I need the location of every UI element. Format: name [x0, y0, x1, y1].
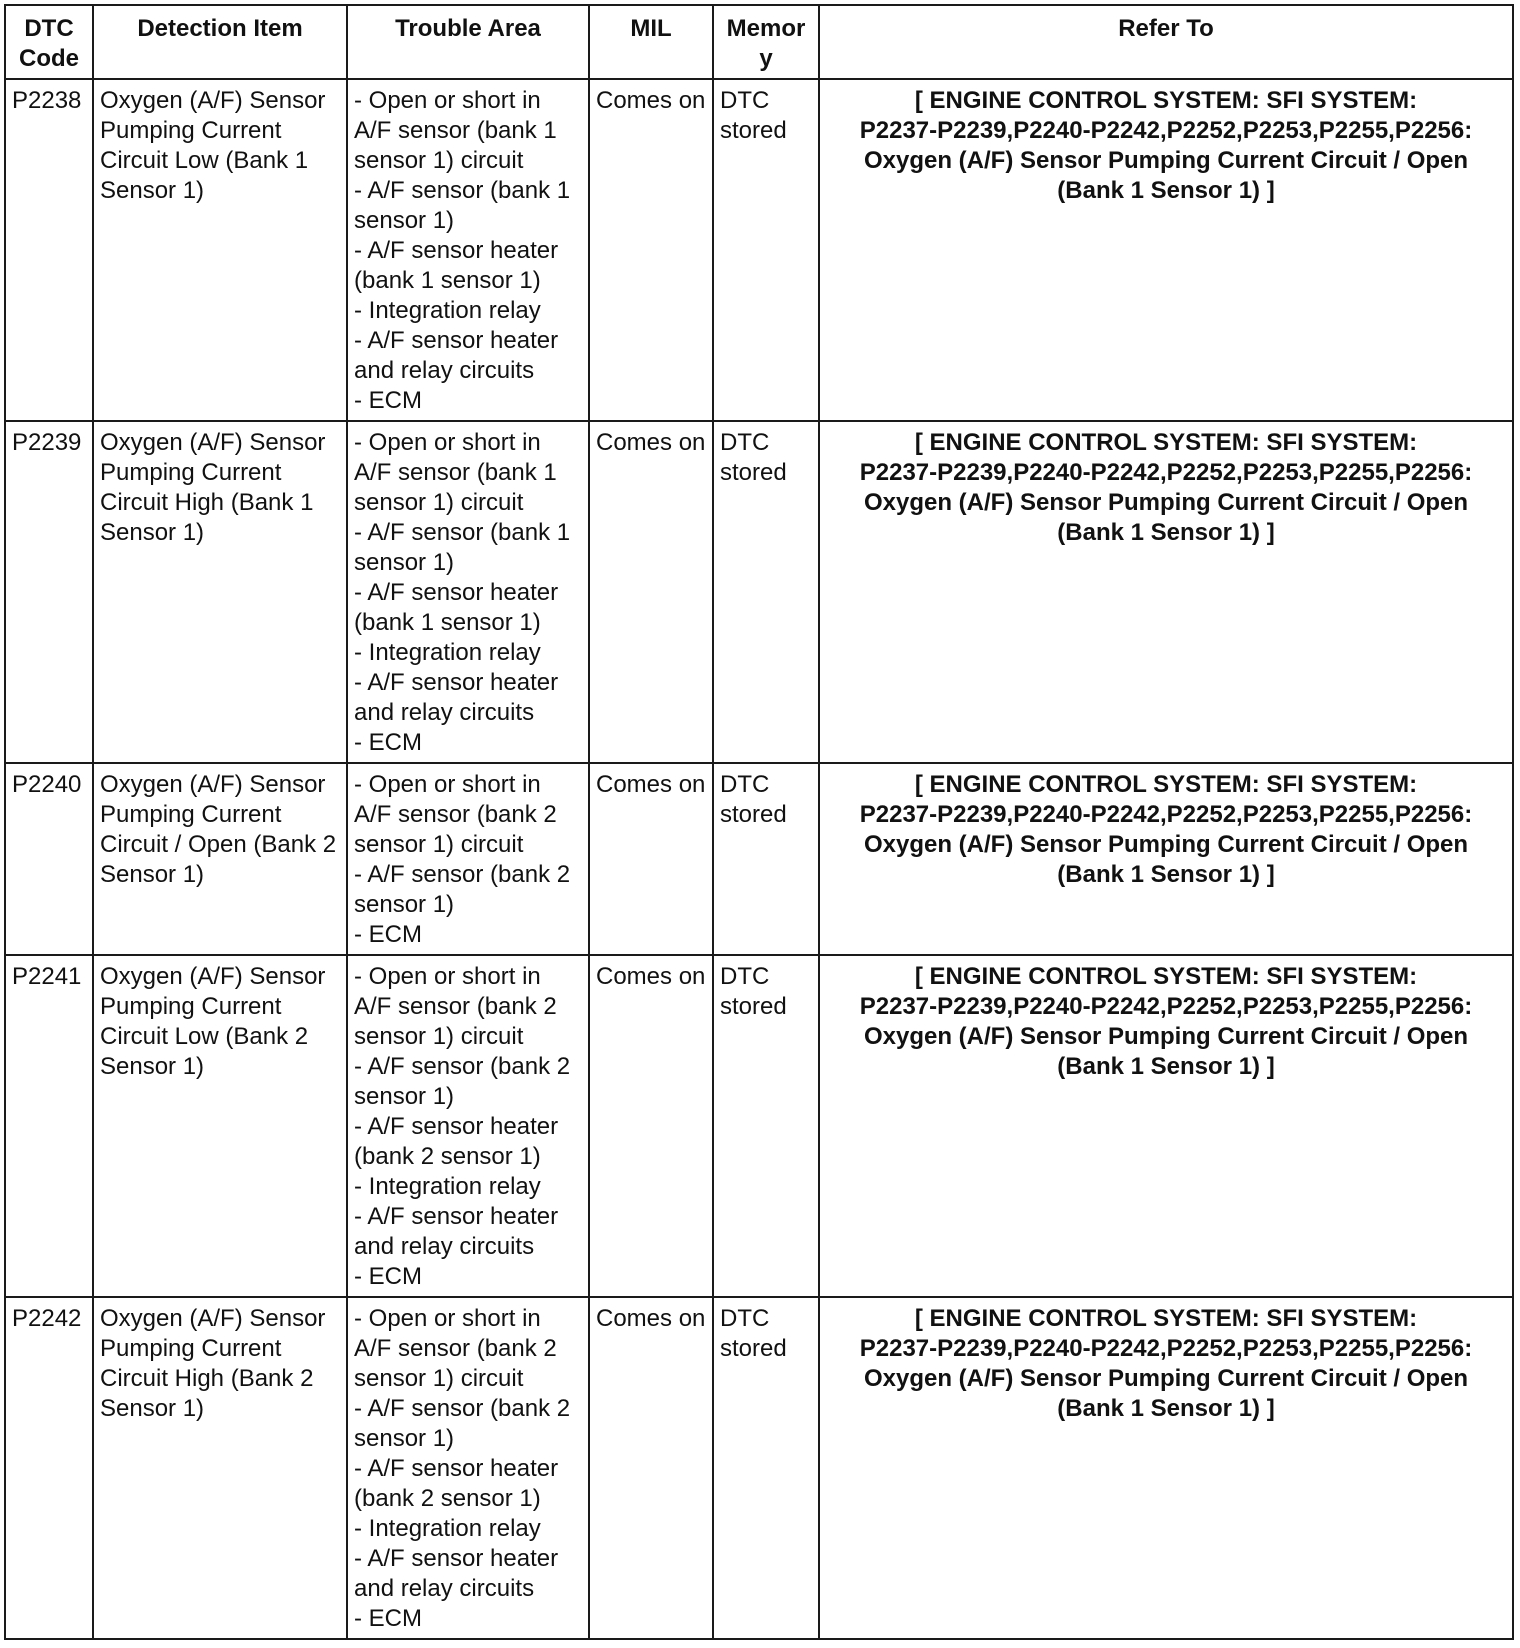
refer-to-line: Oxygen (A/F) Sensor Pumping Current Circuit / Open — [863, 1023, 1469, 1050]
table-row — [5, 955, 1513, 1297]
table-row — [5, 763, 1513, 955]
refer-to-line: (Bank 1 Sensor 1) ] — [1057, 519, 1275, 546]
table-header-row — [5, 5, 1513, 79]
trouble-area-cell — [347, 79, 589, 421]
header-trouble-area: Trouble Area — [347, 5, 589, 79]
header-refer-to: Refer To — [819, 5, 1513, 79]
trouble-area-item: - Open or short in A/F sensor (bank 2 sensor 1) circuit — [354, 1305, 557, 1392]
trouble-area-item: - A/F sensor heater and relay circuits — [354, 327, 559, 384]
trouble-area-item: - A/F sensor heater and relay circuits — [354, 1203, 559, 1260]
mil-cell: Comes on — [589, 1297, 713, 1639]
refer-to-line: (Bank 1 Sensor 1) ] — [1057, 1395, 1275, 1422]
mil-cell: Comes on — [589, 763, 713, 955]
trouble-area-item: - A/F sensor heater and relay circuits — [354, 669, 559, 726]
refer-to-line: [ ENGINE CONTROL SYSTEM: SFI SYSTEM: — [914, 963, 1418, 990]
detection-item-cell: Oxygen (A/F) Sensor Pumping Current Circuit Low (Bank 2 Sensor 1) — [93, 955, 347, 1297]
trouble-area-item: - Open or short in A/F sensor (bank 1 sensor 1) circuit — [354, 429, 557, 516]
refer-to-line: [ ENGINE CONTROL SYSTEM: SFI SYSTEM: — [914, 1305, 1418, 1332]
refer-to-line: [ ENGINE CONTROL SYSTEM: SFI SYSTEM: — [914, 429, 1418, 456]
trouble-area-item: - Open or short in A/F sensor (bank 1 sensor 1) circuit — [354, 87, 557, 174]
header-dtc-code: DTC Code — [5, 5, 93, 79]
dtc-code-cell: P2241 — [5, 955, 93, 1297]
table-body — [5, 79, 1513, 1639]
mil-cell: Comes on — [589, 421, 713, 763]
trouble-area-item: - A/F sensor (bank 1 sensor 1) — [354, 177, 571, 234]
trouble-area-item: - Integration relay — [354, 1173, 541, 1200]
memory-cell: DTC stored — [713, 955, 819, 1297]
refer-to-line: Oxygen (A/F) Sensor Pumping Current Circuit / Open — [863, 831, 1469, 858]
refer-to-line: (Bank 1 Sensor 1) ] — [1057, 861, 1275, 888]
refer-to-line: [ ENGINE CONTROL SYSTEM: SFI SYSTEM: — [914, 771, 1418, 798]
trouble-area-item: - ECM — [354, 1605, 422, 1632]
trouble-area-item: - ECM — [354, 729, 422, 756]
trouble-area-cell — [347, 1297, 589, 1639]
refer-to-line: Oxygen (A/F) Sensor Pumping Current Circuit / Open — [863, 489, 1469, 516]
refer-to-line: Oxygen (A/F) Sensor Pumping Current Circuit / Open — [863, 1365, 1469, 1392]
trouble-area-item: - A/F sensor (bank 2 sensor 1) — [354, 861, 571, 918]
refer-to-cell — [819, 763, 1513, 955]
trouble-area-item: - A/F sensor heater (bank 1 sensor 1) — [354, 579, 559, 636]
trouble-area-item: - Open or short in A/F sensor (bank 2 sensor 1) circuit — [354, 771, 557, 858]
trouble-area-item: - Open or short in A/F sensor (bank 2 sensor 1) circuit — [354, 963, 557, 1050]
trouble-area-item: - A/F sensor heater (bank 2 sensor 1) — [354, 1113, 559, 1170]
trouble-area-item: - A/F sensor (bank 1 sensor 1) — [354, 519, 571, 576]
trouble-area-cell — [347, 421, 589, 763]
trouble-area-item: - ECM — [354, 921, 422, 948]
trouble-area-item: - A/F sensor (bank 2 sensor 1) — [354, 1395, 571, 1452]
memory-cell: DTC stored — [713, 79, 819, 421]
refer-to-line: P2237-P2239,P2240-P2242,P2252,P2253,P2255,P2256: — [859, 459, 1473, 486]
dtc-code-cell: P2238 — [5, 79, 93, 421]
header-detection-item: Detection Item — [93, 5, 347, 79]
refer-to-line: P2237-P2239,P2240-P2242,P2252,P2253,P2255,P2256: — [859, 117, 1473, 144]
dtc-code-cell: P2239 — [5, 421, 93, 763]
detection-item-cell: Oxygen (A/F) Sensor Pumping Current Circuit / Open (Bank 2 Sensor 1) — [93, 763, 347, 955]
refer-to-line: (Bank 1 Sensor 1) ] — [1057, 1053, 1275, 1080]
dtc-table — [4, 4, 1514, 1640]
refer-to-cell — [819, 1297, 1513, 1639]
refer-to-cell — [819, 955, 1513, 1297]
trouble-area-item: - A/F sensor heater (bank 2 sensor 1) — [354, 1455, 559, 1512]
detection-item-cell: Oxygen (A/F) Sensor Pumping Current Circuit High (Bank 1 Sensor 1) — [93, 421, 347, 763]
refer-to-line: Oxygen (A/F) Sensor Pumping Current Circuit / Open — [863, 147, 1469, 174]
trouble-area-item: - A/F sensor heater and relay circuits — [354, 1545, 559, 1602]
refer-to-line: (Bank 1 Sensor 1) ] — [1057, 177, 1275, 204]
header-mil: MIL — [589, 5, 713, 79]
refer-to-line: P2237-P2239,P2240-P2242,P2252,P2253,P2255,P2256: — [859, 801, 1473, 828]
header-memory: Memory — [713, 5, 819, 79]
refer-to-line: [ ENGINE CONTROL SYSTEM: SFI SYSTEM: — [914, 87, 1418, 114]
trouble-area-item: - Integration relay — [354, 1515, 541, 1542]
trouble-area-item: - Integration relay — [354, 639, 541, 666]
table-row — [5, 79, 1513, 421]
trouble-area-item: - ECM — [354, 1263, 422, 1290]
table-row — [5, 421, 1513, 763]
memory-cell: DTC stored — [713, 763, 819, 955]
detection-item-cell: Oxygen (A/F) Sensor Pumping Current Circuit Low (Bank 1 Sensor 1) — [93, 79, 347, 421]
refer-to-line: P2237-P2239,P2240-P2242,P2252,P2253,P2255,P2256: — [859, 1335, 1473, 1362]
dtc-code-cell: P2240 — [5, 763, 93, 955]
memory-cell: DTC stored — [713, 421, 819, 763]
mil-cell: Comes on — [589, 79, 713, 421]
trouble-area-item: - ECM — [354, 387, 422, 414]
trouble-area-item: - A/F sensor heater (bank 1 sensor 1) — [354, 237, 559, 294]
trouble-area-cell — [347, 763, 589, 955]
refer-to-cell — [819, 79, 1513, 421]
trouble-area-cell — [347, 955, 589, 1297]
trouble-area-item: - Integration relay — [354, 297, 541, 324]
refer-to-cell — [819, 421, 1513, 763]
refer-to-line: P2237-P2239,P2240-P2242,P2252,P2253,P2255,P2256: — [859, 993, 1473, 1020]
memory-cell: DTC stored — [713, 1297, 819, 1639]
dtc-document — [4, 4, 1512, 1644]
table-row — [5, 1297, 1513, 1639]
dtc-code-cell: P2242 — [5, 1297, 93, 1639]
trouble-area-item: - A/F sensor (bank 2 sensor 1) — [354, 1053, 571, 1110]
mil-cell: Comes on — [589, 955, 713, 1297]
detection-item-cell: Oxygen (A/F) Sensor Pumping Current Circuit High (Bank 2 Sensor 1) — [93, 1297, 347, 1639]
